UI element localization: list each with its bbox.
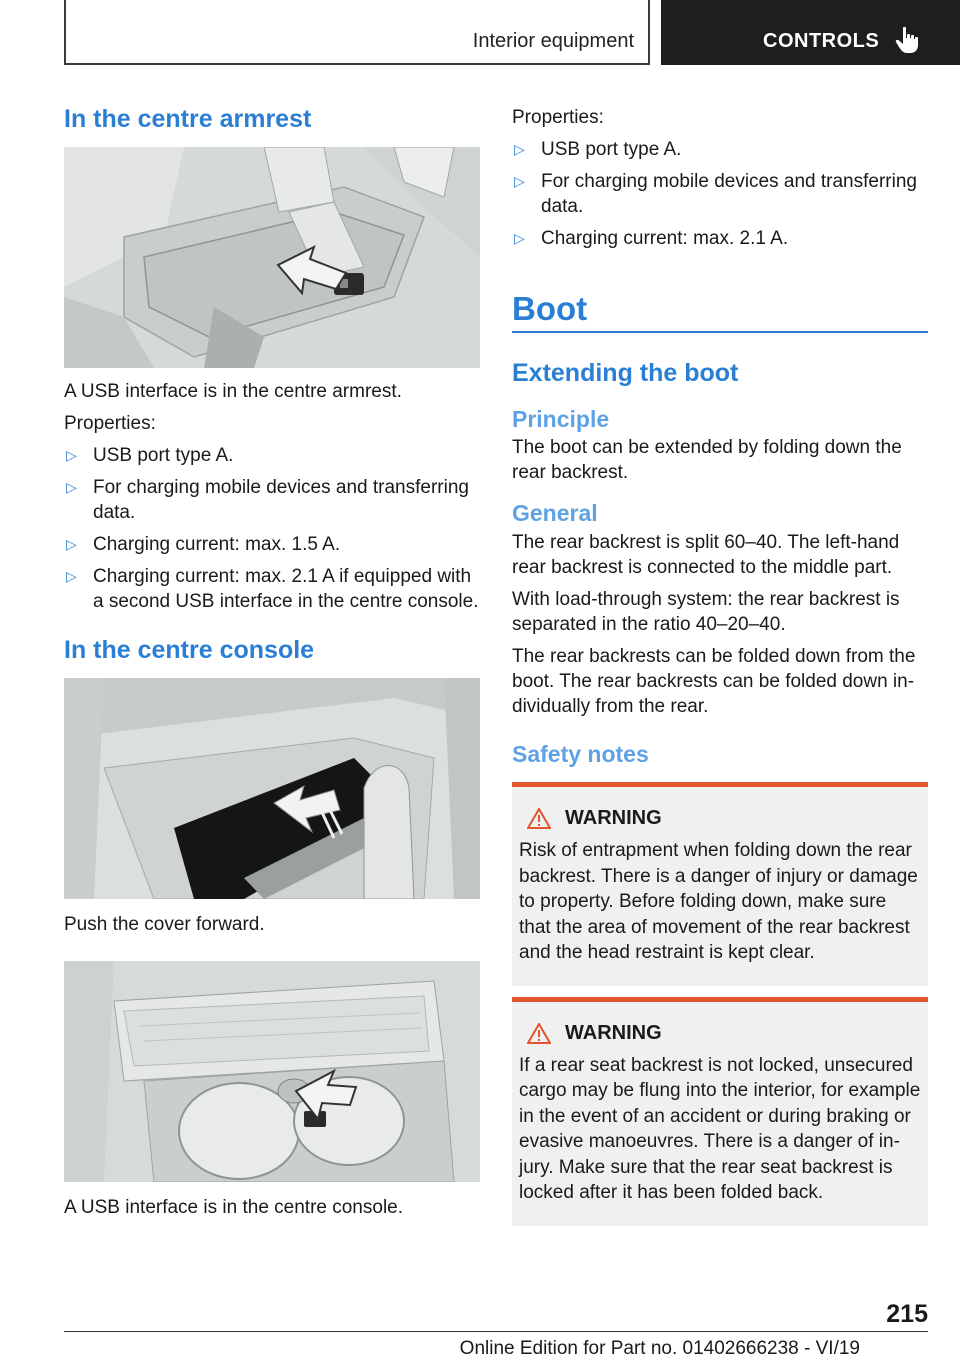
general-paragraph-2: With load-through system: the rear backrest is separated in the ratio 40–20–40.	[512, 588, 900, 635]
triangle-bullet-icon: ▷	[66, 536, 77, 552]
list-item: ▷ Charging current: max. 1.5 A.	[66, 534, 341, 555]
list-item: ▷ Charging current: max. 2.1 A if equipped with a second USB interface in the centre console.	[66, 566, 479, 612]
warning-triangle-icon	[527, 1023, 551, 1044]
heading-centre-armrest: In the centre armrest	[64, 105, 312, 133]
warning-box	[512, 782, 928, 986]
heading-rule	[512, 331, 928, 333]
header-chapter-tab	[661, 0, 960, 65]
header-chapter-title: CONTROLS	[763, 30, 880, 52]
header-section-title: Interior equipment	[472, 30, 634, 52]
armrest-properties-label: Properties:	[64, 413, 156, 434]
armrest-usb-illustration	[64, 147, 480, 368]
armrest-intro-text: A USB interface is in the centre armrest.	[64, 381, 402, 402]
general-paragraph-3: The rear backrests can be folded down from the boot. The rear backrests can be folded down individually from the rear.	[512, 645, 916, 717]
footer-edition: Online Edition for Part no. 01402666238 - VI/19	[459, 1338, 860, 1359]
triangle-bullet-icon: ▷	[514, 141, 525, 157]
heading-principle: Principle	[512, 405, 610, 432]
right-column	[512, 100, 928, 1226]
heading-safety-notes: Safety notes	[512, 740, 649, 767]
warning-title: WARNING	[565, 1021, 662, 1044]
warning-box	[512, 997, 928, 1226]
heading-boot: Boot	[512, 290, 588, 327]
header-section-tab	[64, 0, 650, 65]
heading-general: General	[512, 500, 598, 527]
general-paragraph-1: The rear backrest is split 60–40. The left-hand rear backrest is connected to the middle part.	[512, 531, 900, 578]
list-item: ▷ For charging mobile devices and transferring data.	[514, 171, 917, 217]
console-caption-text: A USB interface is in the centre console.	[64, 1197, 404, 1218]
console-properties-label: Properties:	[512, 107, 604, 128]
triangle-bullet-icon: ▷	[66, 479, 77, 495]
console-properties-list	[512, 137, 928, 251]
heading-centre-console: In the centre console	[64, 636, 315, 664]
console-usb-illustration	[64, 961, 480, 1182]
console-cover-illustration	[64, 678, 480, 899]
armrest-properties-list	[64, 443, 480, 614]
warning-text: If a rear seat backrest is not locked, unsecured cargo may be flung into the interior, for example in the event of an accident or during braking or evasive manoeuvres. There is a danger of injury. Make sure that the rear seat backrest is locked after it has been folded back.	[519, 1054, 921, 1204]
warning-text: Risk of entrapment when folding down the rear backrest. There is a danger of injury or damage to property. Before folding down, make sure that the area of movement of the rear backrest and the head restraint is kept clear.	[519, 840, 918, 964]
list-item: ▷ Charging current: max. 2.1 A.	[514, 228, 789, 249]
list-item: ▷ USB port type A.	[66, 445, 234, 466]
list-item: ▷ For charging mobile devices and transferring data.	[66, 477, 469, 523]
list-item: ▷ USB port type A.	[514, 139, 682, 160]
left-column	[64, 100, 480, 1220]
page-number: 215	[886, 1300, 928, 1328]
principle-text: The boot can be extended by folding down the rear backrest.	[512, 437, 902, 484]
warning-triangle-icon	[527, 808, 551, 829]
triangle-bullet-icon: ▷	[514, 230, 525, 246]
warning-title: WARNING	[565, 807, 662, 830]
triangle-bullet-icon: ▷	[514, 173, 525, 189]
heading-extending-boot: Extending the boot	[512, 358, 739, 387]
triangle-bullet-icon: ▷	[66, 447, 77, 463]
console-step-text: Push the cover forward.	[64, 914, 265, 935]
pointing-hand-icon	[895, 26, 921, 54]
footer-rule	[64, 1331, 928, 1332]
triangle-bullet-icon: ▷	[66, 568, 77, 584]
